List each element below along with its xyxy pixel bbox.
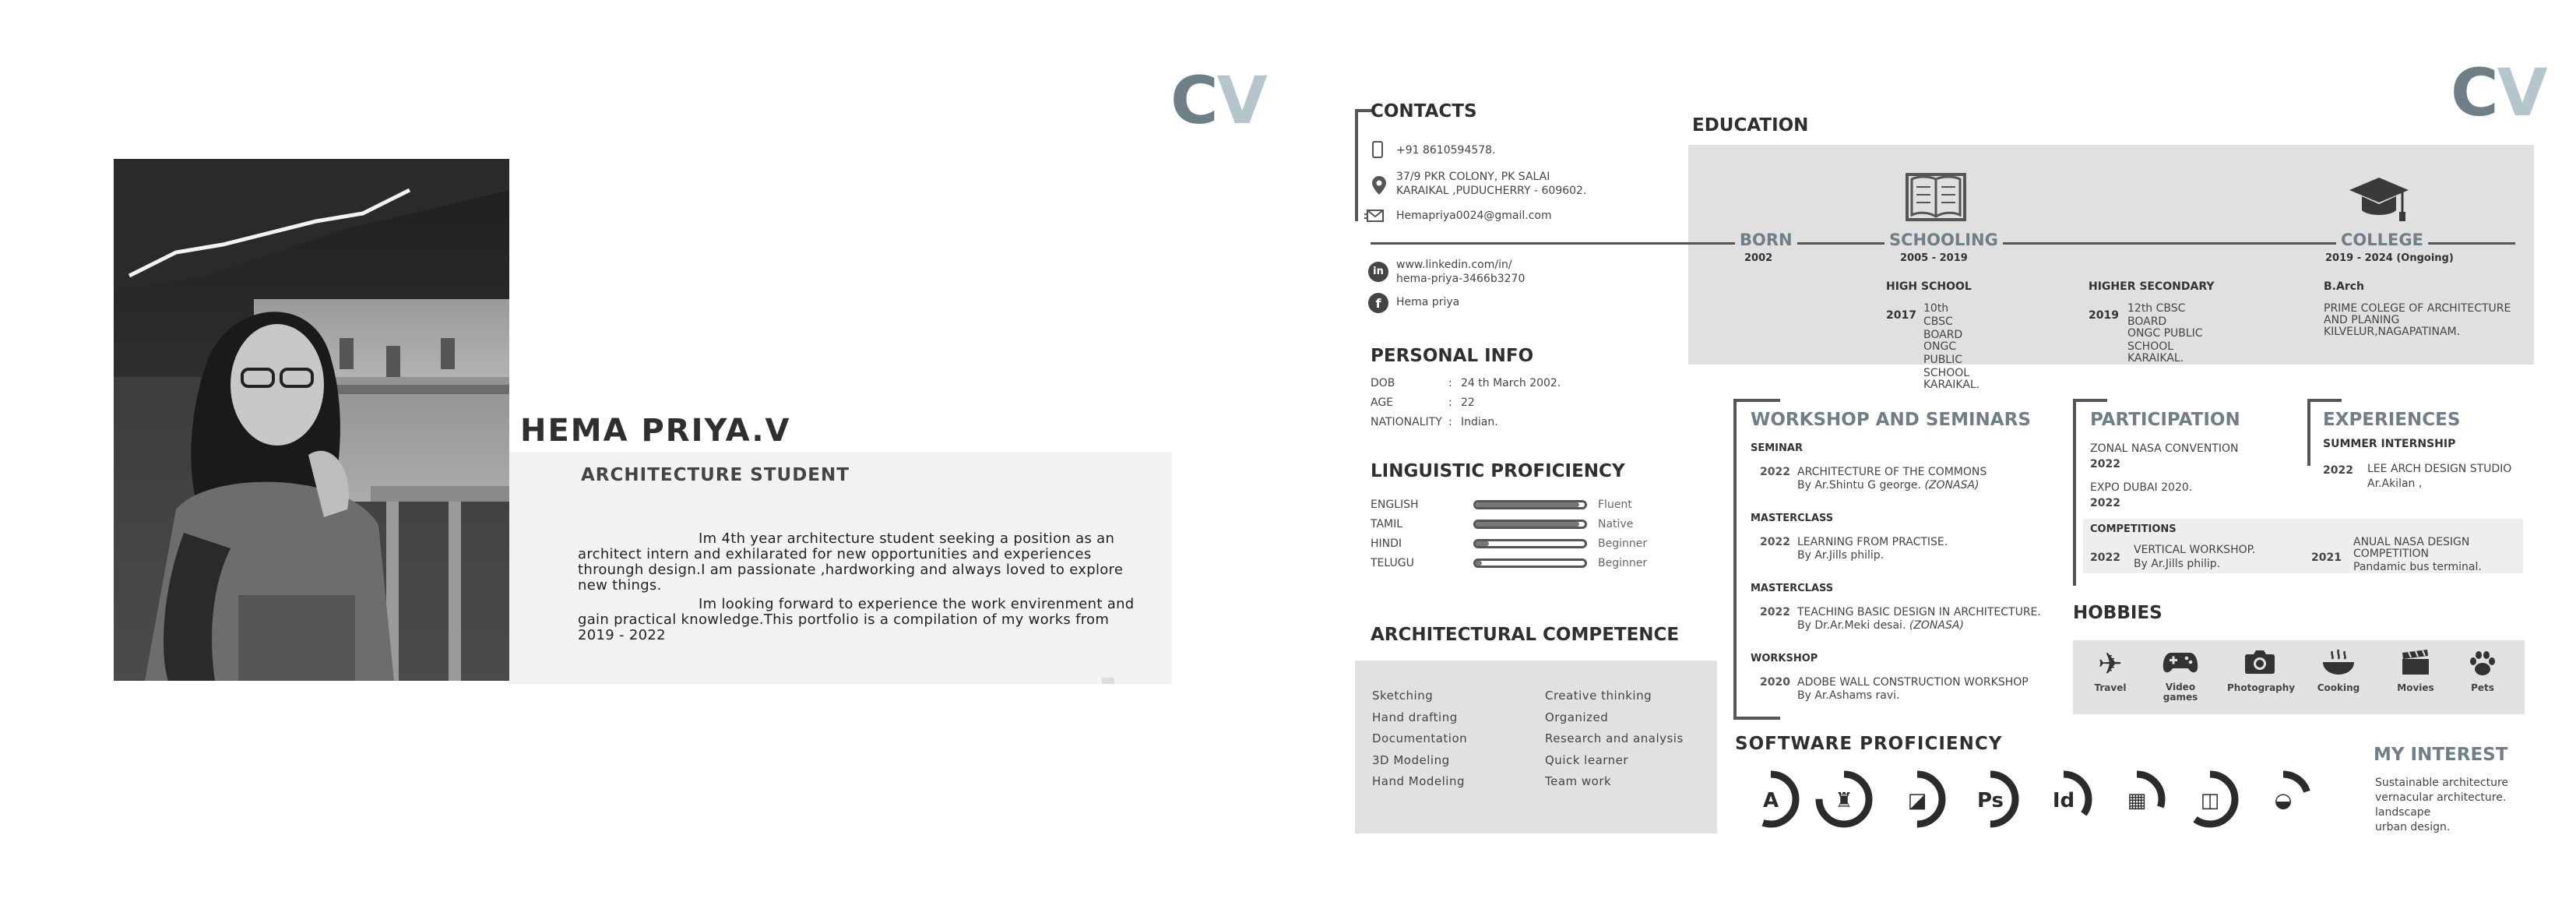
edu-college-label: COLLEGE [2336,231,2428,249]
workshop-by: By Ar.Shintu G george. [1797,479,1921,492]
participation-expo: EXPO DUBAI 2020. [2090,481,2193,494]
experiences-year: 2022 [2323,464,2353,477]
language-name: HINDI [1371,537,1402,550]
contact-linkedin-2[interactable]: hema-priya-3466b3270 [1396,273,1526,285]
college-line: KILVELUR,NAGAPATINAM. [2324,326,2461,338]
high-school-block [1886,280,1980,391]
hobby-label: Pets [2471,682,2494,693]
college-block [2324,280,2511,339]
college-line: PRIME COLEGE OF ARCHITECTURE [2324,302,2511,315]
workshop-group [1751,583,2093,653]
personal-row [1371,416,1561,435]
high-school-title: HIGH SCHOOL [1886,280,1972,293]
svg-text:◫: ◫ [2200,789,2220,812]
personal-value: Indian. [1461,416,1498,428]
competence-heading: ARCHITECTURAL COMPETENCE [1371,625,1680,645]
personal-info-table [1371,377,1561,435]
graduation-cap-icon [2348,174,2410,229]
comp1-by: By Ar.Jills philip. [2134,558,2221,570]
edu-schooling-label: SCHOOLING [1884,231,2003,249]
participation-heading: PARTICIPATION [2090,410,2240,430]
high-school-year: 2017 [1886,309,1916,322]
competence-item: Hand drafting [1372,710,1458,724]
language-level-bar [1473,558,1587,568]
comp1-year: 2022 [2090,551,2120,564]
contact-linkedin-1[interactable]: www.linkedin.com/in/ [1396,259,1512,271]
interest-item: urban design. [2375,821,2451,833]
competence-item: Sketching [1372,689,1434,703]
edu-born-label: BORN [1735,231,1797,249]
facebook-icon[interactable]: f [1368,293,1388,313]
competitions-heading: COMPETITIONS [2090,523,2177,535]
hobby-item [2313,648,2364,693]
intro-paragraph-2: Im looking forward to experience the work envirenment and gain practical knowledge.This portfolio is a compilation of my works from 2019 - 2022 [578,596,1135,643]
language-level: Fluent [1598,499,1632,511]
higher-secondary-block [2089,280,2215,365]
workshop-group [1751,442,2093,513]
workshop-year: 2020 [1760,676,1790,689]
workshop-type: WORKSHOP [1751,653,1818,664]
contact-email[interactable]: Hemapriya0024@gmail.com [1396,210,1552,222]
interest-item: landscape [2375,806,2431,819]
workshop-list [1751,442,2093,715]
language-name: TAMIL [1371,518,1403,530]
workshop-tag: (ZONASA) [1924,479,1980,492]
competence-item: Team work [1545,774,1612,788]
cv-logo-c: C [2451,55,2497,131]
clapperboard-icon [2392,648,2439,679]
hobby-label: Cooking [2317,682,2360,693]
language-level-fill [1476,561,1482,566]
competence-item: Organized [1545,710,1609,724]
experiences-bracket [2307,399,2342,466]
svg-text:Ps: Ps [1976,789,2004,812]
candidate-name: HEMA PRIYA.V [520,413,791,449]
personal-sep: : [1448,396,1452,409]
language-level: Beginner [1598,537,1648,550]
hobby-item [2461,648,2504,693]
hobby-label: Movies [2397,682,2434,693]
software-heading: SOFTWARE PROFICIENCY [1735,734,2003,754]
workshop-type: MASTERCLASS [1751,583,1834,594]
workshop-type: SEMINAR [1751,442,1803,454]
comp2-year: 2021 [2311,551,2342,564]
workshop-tag: (ZONASA) [1909,619,1964,632]
autocad-icon [1741,770,1800,829]
personal-key: DOB [1371,377,1395,389]
workshop-title: ARCHITECTURE OF THE COMMONS [1797,466,1987,478]
edu-college-years: 2019 - 2024 (Ongoing) [2325,252,2454,264]
contact-address-2: KARAIKAL ,PUDUCHERRY - 609602. [1396,185,1587,197]
linkedin-icon[interactable]: in [1368,262,1388,282]
competence-item: Documentation [1372,731,1468,745]
hobby-item [2157,648,2204,703]
contact-facebook[interactable]: Hema priya [1396,296,1460,308]
higher-secondary-entry [2089,302,2215,365]
participation-zonal-year: 2022 [2090,458,2120,470]
higher-secondary-line: 12th CBSC BOARD [2127,302,2186,328]
workshop-year: 2022 [1760,606,1790,618]
email-icon [1364,209,1385,226]
phone-icon [1372,141,1383,158]
participation-expo-year: 2022 [2090,497,2120,509]
bowl-icon [2313,648,2364,679]
hobbies-panel [2073,640,2525,714]
high-school-line: KARAIKAL. [1923,379,1980,391]
edu-born-year: 2002 [1744,252,1773,264]
higher-secondary-year: 2019 [2089,309,2119,322]
cv-logo-c: C [1170,62,1217,139]
workshop-type: MASTERCLASS [1751,513,1834,524]
hobbies-heading: HOBBIES [2073,603,2163,623]
svg-text:Id: Id [2052,789,2075,812]
workshop-year: 2022 [1760,536,1790,548]
office-icon [2180,770,2240,829]
workshop-by: By Ar.Ashams ravi. [1797,689,1900,702]
profile-photo [114,159,509,681]
paw-icon [2461,648,2504,679]
comp2-by: Pandamic bus terminal. [2353,561,2482,573]
language-level-fill [1476,502,1579,507]
workshop-by: By Ar.Jills philip. [1797,549,1884,562]
language-level: Beginner [1598,557,1648,569]
competence-col-1 [1372,685,1467,793]
personal-sep: : [1448,377,1452,389]
cv-logo-v: V [1216,62,1266,139]
higher-secondary-title: HIGHER SECONDARY [2089,280,2215,293]
workshop-title: ADOBE WALL CONSTRUCTION WORKSHOP [1797,676,2029,689]
competence-item: Creative thinking [1545,689,1652,703]
personal-value: 24 th March 2002. [1461,377,1561,389]
interest-item: Sustainable architecture [2375,777,2509,789]
workshop-group [1751,653,2093,715]
lumion-icon [2107,770,2166,829]
cv-logo-right [2451,55,2546,131]
education-heading: EDUCATION [1692,115,1809,136]
interest-heading: MY INTEREST [2374,745,2508,765]
workshop-heading: WORKSHOP AND SEMINARS [1751,410,2031,430]
experiences-heading: EXPERIENCES [2323,410,2461,430]
interest-item: vernacular architecture. [2375,791,2507,804]
workshop-year: 2022 [1760,466,1790,478]
svg-text:◪: ◪ [1907,789,1927,812]
comp2-title-1: ANUAL NASA DESIGN [2353,536,2470,548]
language-level-fill [1476,541,1489,546]
candidate-role: ARCHITECTURE STUDENT [581,465,850,485]
high-school-line: 10th CBSC BOARD [1923,302,1963,341]
revit-icon [1814,770,1874,829]
workshop-by: By Dr.Ar.Meki desai. [1797,619,1906,632]
svg-text:♜: ♜ [1835,789,1853,812]
indesign-icon [2034,770,2093,829]
panel-corner-mark [1102,678,1114,684]
college-degree: B.Arch [2324,280,2364,293]
contact-phone: +91 8610594578. [1396,144,1496,157]
language-name: ENGLISH [1371,499,1419,511]
comp1-title: VERTICAL WORKSHOP. [2134,544,2256,556]
competence-item: Hand Modeling [1372,774,1465,788]
language-level-bar [1473,539,1587,548]
software-list [1741,770,2293,832]
high-school-entry [1886,302,1980,391]
twinmotion-icon [2254,770,2313,829]
gamepad-icon [2157,648,2204,679]
competence-item: Research and analysis [1545,731,1684,745]
high-school-line: ONGC PUBLIC SCHOOL [1923,340,1970,379]
linguistic-heading: LINGUISTIC PROFICIENCY [1371,461,1625,481]
svg-text:◒: ◒ [2274,789,2293,812]
cv-logo-v: V [2497,55,2546,131]
language-level-bar [1473,500,1587,509]
personal-sep: : [1448,416,1452,428]
personal-row [1371,377,1561,396]
college-entry [2324,302,2511,339]
sketchup-icon [1888,770,1947,829]
photoshop-icon [1961,770,2020,829]
personal-key: AGE [1371,396,1394,409]
book-icon [1904,171,1968,226]
location-pin-icon [1371,175,1388,199]
hobby-label: Photography [2227,682,2296,693]
experiences-studio: LEE ARCH DESIGN STUDIO [2367,463,2512,475]
svg-text:A: A [1762,789,1779,812]
personal-value: 22 [1461,396,1475,409]
workshop-title: LEARNING FROM PRACTISE. [1797,536,1948,548]
language-level-fill [1476,522,1579,527]
cv-logo-left [1170,62,1266,139]
hobby-item [2392,648,2439,693]
competence-item: Quick learner [1545,752,1629,767]
language-level: Native [1598,518,1634,530]
workshop-group [1751,513,2093,583]
hobby-label: Travel [2094,682,2127,693]
comp2-title-2: COMPETITION [2353,548,2430,560]
experiences-sub: SUMMER INTERNSHIP [2323,438,2456,450]
higher-secondary-line: KARAIKAL. [2127,352,2184,365]
experiences-by: Ar.Akilan , [2367,477,2423,490]
personal-row [1371,396,1561,416]
hobby-label: Video games [2163,682,2198,703]
competence-col-2 [1545,685,1684,793]
contact-address-1: 37/9 PKR COLONY, PK SALAI [1396,171,1550,183]
college-line: AND PLANING [2324,314,2400,326]
language-name: TELUGU [1371,557,1414,569]
participation-zonal: ZONAL NASA CONVENTION [2090,442,2239,455]
interest-list [2375,776,2508,835]
contacts-heading: CONTACTS [1371,101,1477,122]
higher-secondary-line: ONGC PUBLIC SCHOOL [2127,327,2203,353]
contacts-bracket [1355,109,1374,221]
personal-info-heading: PERSONAL INFO [1371,346,1534,366]
svg-text:▦: ▦ [2127,789,2147,812]
intro-paragraph-1: Im 4th year architecture student seeking a position as an architect intern and exhilarated for new opportunities and experiences throungh design.I am passionate ,hardworking and always loved to explore new things. [578,530,1124,594]
edu-schooling-years: 2005 - 2019 [1900,252,1968,264]
language-level-bar [1473,520,1587,529]
camera-icon [2227,648,2293,679]
competence-item: 3D Modeling [1372,752,1450,767]
personal-key: NATIONALITY [1371,416,1442,428]
airplane-icon: ✈ [2098,647,2123,681]
workshop-title: TEACHING BASIC DESIGN IN ARCHITECTURE. [1797,606,2041,618]
hobby-item [2087,648,2134,693]
hobby-item [2227,648,2296,693]
